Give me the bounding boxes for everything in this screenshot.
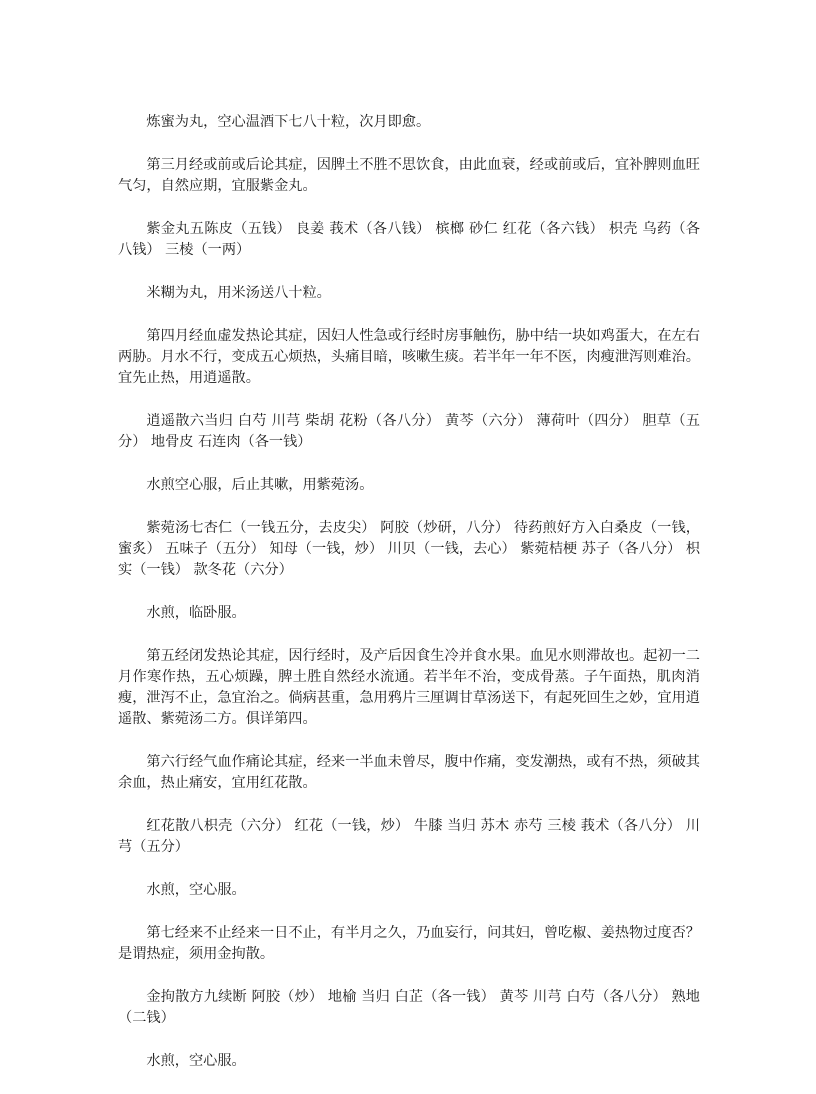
document-page [118, 112, 700, 1094]
paragraph: 第四月经血虚发热论其症，因妇人性急或行经时房事触伤，胁中结一块如鸡蛋大，在左右两胁。月水不行，变成五心烦热，头痛目暗，咳嗽生痰。若半年一年不医，肉瘦泄泻则难治。宜先止热，用逍遥散。 [118, 328, 700, 386]
paragraph: 逍遥散六当归 白芍 川芎 柴胡 花粉（各八分） 黄芩（六分） 薄荷叶（四分） 胆草（五分） 地骨皮 石连肉（各一钱） [118, 413, 700, 450]
paragraph: 金拘散方九续断 阿胶（炒） 地榆 当归 白芷（各一钱） 黄芩 川芎 白芍（各八分） 熟地（二钱） [118, 989, 700, 1026]
paragraph: 紫金丸五陈皮（五钱） 良姜 莪术（各八钱） 槟榔 砂仁 红花（各六钱） 枳壳 乌药（各八钱） 三棱（一两） [118, 221, 700, 258]
paragraph: 第五经闭发热论其症，因行经时，及产后因食生冷并食水果。血见水则滞故也。起初一二月作寒作热，五心烦躁，脾土胜自然经水流通。若半年不治，变成骨蒸。子午面热，肌肉消瘦，泄泻不止，急宜治之。倘病甚重，急用鸦片三厘调甘草汤送下，有起死回生之妙，宜用逍遥散、紫菀汤二方。俱详第四。 [118, 648, 700, 727]
paragraph: 水煎，空心服。 [146, 882, 246, 898]
paragraph: 水煎空心服，后止其嗽，用紫菀汤。 [146, 477, 374, 493]
paragraph: 炼蜜为丸，空心温酒下七八十粒，次月即愈。 [146, 114, 431, 130]
paragraph: 第三月经或前或后论其症，因脾土不胜不思饮食，由此血衰，经或前或后，宜补脾则血旺气匀，自然应期，宜服紫金丸。 [118, 157, 700, 194]
paragraph: 紫菀汤七杏仁（一钱五分，去皮尖） 阿胶（炒研，八分） 待药煎好方入白桑皮（一钱，蜜炙） 五味子（五分） 知母（一钱，炒） 川贝（一钱，去心） 紫菀桔梗 苏子（各八分） 枳实（一钱） 款冬花（六分） [118, 520, 700, 578]
paragraph: 米糊为丸，用米汤送八十粒。 [146, 285, 331, 301]
paragraph: 第七经来不止经来一日不止，有半月之久，乃血妄行，问其妇，曾吃椒、姜热物过度否？是谓热症，须用金拘散。 [118, 925, 700, 962]
paragraph: 水煎，空心服。 [146, 1053, 246, 1069]
paragraph: 水煎，临卧服。 [146, 605, 246, 621]
paragraph: 红花散八枳壳（六分） 红花（一钱，炒） 牛膝 当归 苏木 赤芍 三棱 莪术（各八分） 川芎（五分） [118, 818, 700, 855]
paragraph: 第六行经气血作痛论其症，经来一半血未曾尽，腹中作痛，变发潮热，或有不热，须破其余血，热止痛安，宜用红花散。 [118, 754, 700, 791]
